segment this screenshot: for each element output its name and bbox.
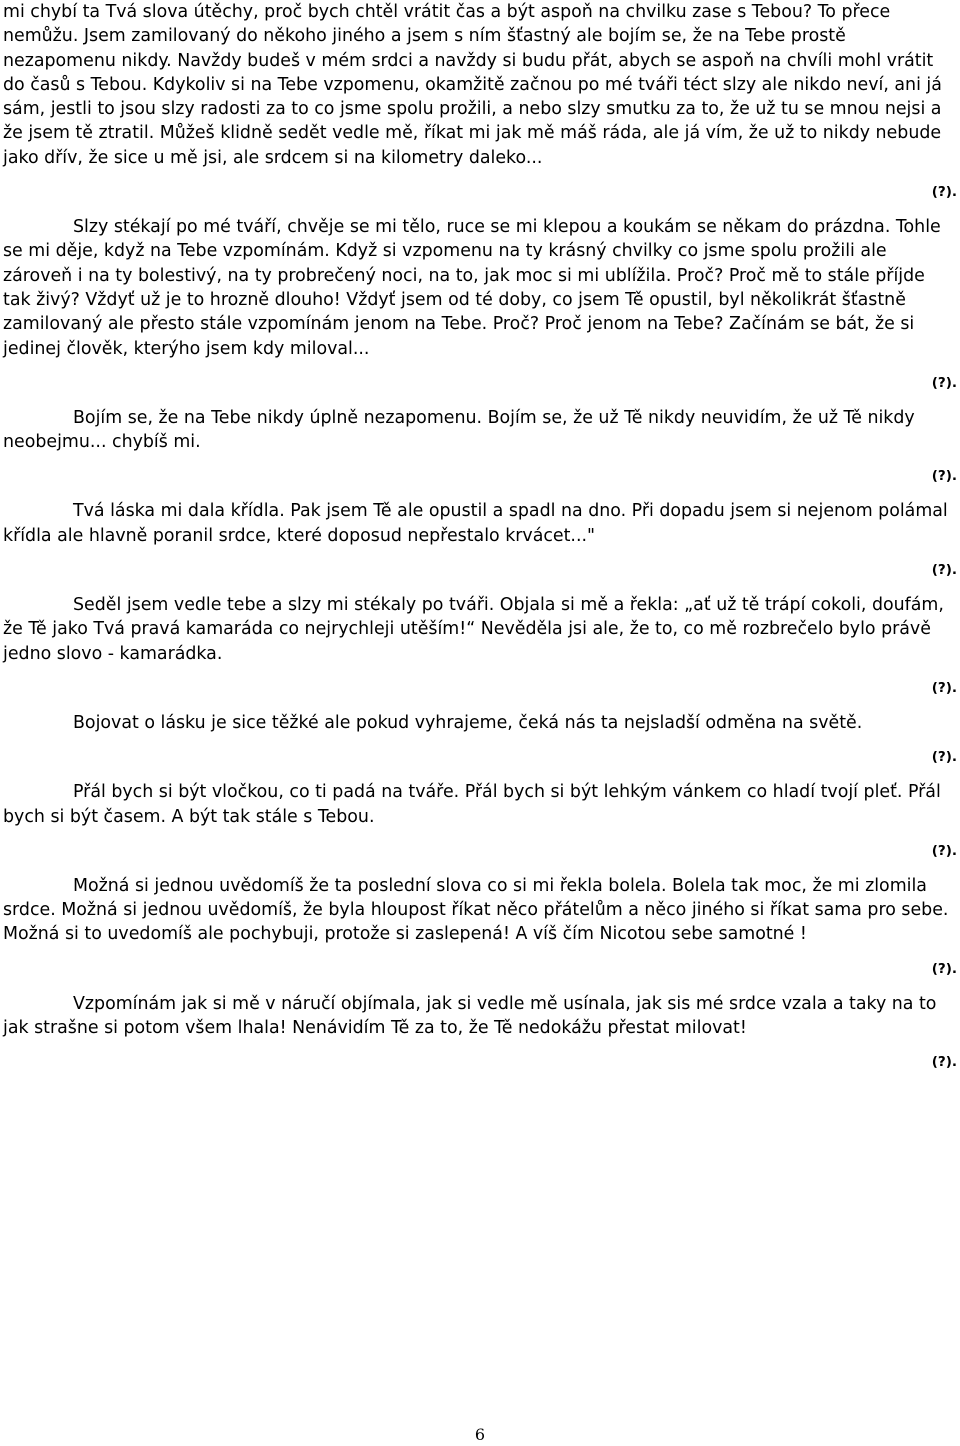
paragraph-9-marker: (?). (931, 1054, 957, 1071)
paragraph-6: Bojovat o lásku je sice těžké ale pokud vyhrajeme, čeká nás ta nejsladší odměna na světě. (73, 712, 863, 733)
paragraph-1-marker: (?). (931, 184, 957, 201)
paragraph-5-marker: (?). (931, 679, 957, 696)
paragraph-5: Seděl jsem vedle tebe a slzy mi stékaly po tváři. Objala si mě a řekla: „ať už tě trápí cokoli, doufám, že Tě jako Tvá pravá kamaráda co nejrychleji utěším!“ Nevěděla jsi ale, že to, co mě rozbrečelo bylo právě jedno slovo - kamarádka. (3, 595, 944, 664)
paragraph-1: mi chybí ta Tvá slova útěchy, proč bych chtěl vrátit čas a být aspoň na chvilku zase s Tebou? To přece nemůžu. Jsem zamilovaný do někoho jiného a jsem s ním šťastný ale bojím se, že na Tebe prostě nezapomenu nikdy. Navždy budeš v mém srdci a navždy si budu přát, abych se aspoň na chvíli mohl vrátit do časů s Tebou. Kdykoliv si na Tebe vzpomenu, okamžitě začnou po mé tváři téct slzy ale nikdo neví, ani já sám, jestli to jsou slzy radosti za to co jsme spolu prožili, a nebo slzy smutku za to, že už tu se mnou nejsi a že jsem tě ztratil. Můžeš klidně sedět vedle mě, říkat mi jak mě máš ráda, ale já vím, že už to nikdy nebude jako dřív, že sice u mě jsi, ale srdcem si na kilometry daleko... (3, 2, 942, 168)
paragraph-7-marker: (?). (931, 842, 957, 859)
paragraph-4: Tvá láska mi dala křídla. Pak jsem Tě ale opustil a spadl na dno. Při dopadu jsem si nejenom polámal křídla ale hlavně poranil srdce, které doposud nepřestalo krvácet..." (3, 501, 948, 546)
paragraph-8-marker: (?). (931, 960, 957, 977)
paragraph-6-marker: (?). (931, 749, 957, 766)
paragraph-2-marker: (?). (931, 374, 957, 391)
paragraph-7: Přál bych si být vločkou, co ti padá na tváře. Přál bych si být lehkým vánkem co hladí tvojí pleť. Přál bych si být časem. A být tak stále s Tebou. (3, 782, 941, 827)
paragraph-9: Vzpomínám jak si mě v náručí objímala, jak si vedle mě usínala, jak sis mé srdce vzala a taky na to jak strašne si potom všem lhala! Nenávidím Tě za to, že Tě nedokážu přestat milovat! (3, 993, 937, 1039)
paragraph-8: Možná si jednou uvědomíš že ta poslední slova co si mi řekla bolela. Bolela tak moc, že mi zlomila srdce. Možná si jednou uvědomíš, že byla hloupost říkat něco přátelům a něco jiného si říkat sama pro sebe. Možná si to uvedomíš ale pochybuji, protože si zaslepená! A víš čím Nicotou sebe samotné ! (3, 875, 949, 945)
paragraph-3: Bojím se, že na Tebe nikdy úplně nezapomenu. Bojím se, že už Tě nikdy neuvidím, že už Tě nikdy neobejmu... chybíš mi. (3, 407, 915, 453)
document-body (3, 0, 957, 1085)
paragraph-4-marker: (?). (931, 562, 957, 579)
page-number: 6 (474, 1425, 486, 1444)
paragraph-3-marker: (?). (931, 468, 957, 485)
paragraph-2: Slzy stékají po mé tváří, chvěje se mi tělo, ruce se mi klepou a koukám se někam do prázdna. Tohle se mi děje, když na Tebe vzpomínám. Když si vzpomenu na ty krásný chvilky co jsme spolu prožili ale zároveň i na ty bolestivý, na ty probrečený noci, na to, jak moc si mi ublížila. Proč? Proč mě to stále příjde tak živý? Vždyť už je to hrozně dlouho! Vždyť jsem od té doby, co jsem Tě opustil, byl několikrát šťastně zamilovaný ale přesto stále vzpomínám jenom na Tebe. Proč? Proč jenom na Tebe? Začínám se bát, že si jedinej člověk, kterýho jsem kdy miloval... (3, 217, 941, 359)
